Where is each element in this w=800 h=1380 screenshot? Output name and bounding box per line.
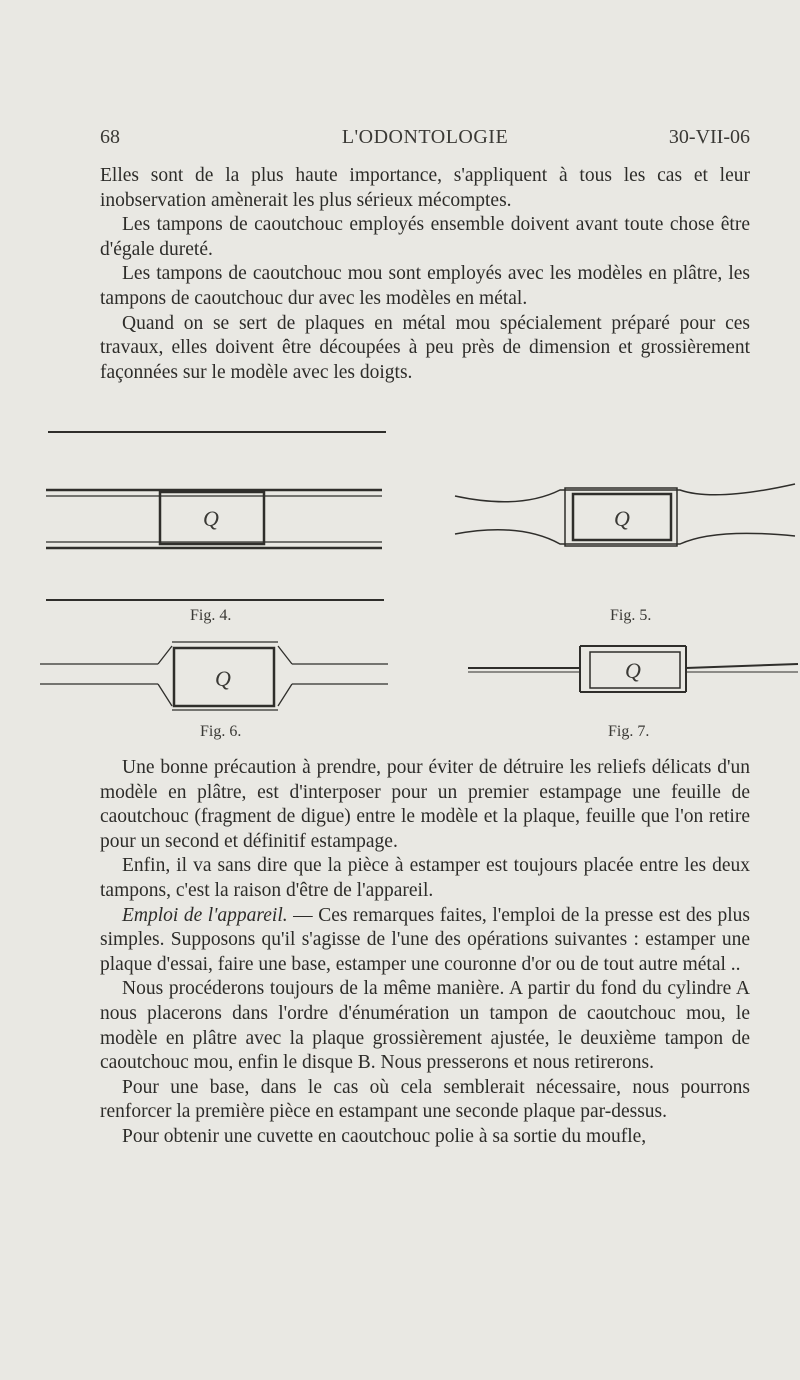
body-text-top [100,164,750,385]
paragraph [100,904,750,978]
paragraph: Nous procéderons toujours de la même manière. A partir du fond du cylindre A nous placerons dans l'ordre d'énumération un tampon de caoutchouc mou, le modèle en plâtre avec la plaque grossièrement ajustée, le deuxième tampon de caoutchouc mou, enfin le disque B. Nous presserons et nous retirerons. [100,978,750,1074]
figure-6-diagram [40,642,388,710]
paragraph: Les tampons de caoutchouc mou sont employés avec les modèles en plâtre, les tampons de caoutchouc dur avec les modèles en métal. [100,263,750,309]
body-text-bottom [100,756,750,1150]
paragraph: Enfin, il va sans dire que la pièce à estamper est toujours placée entre les deux tampons, c'est la raison d'être de l'appareil. [100,855,750,901]
figure-5-caption: Fig. 5. [610,607,652,624]
journal-title: L'ODONTOLOGIE [341,126,509,148]
paragraph-text: — Ces remarques faites, l'emploi de la presse est des plus simples. Supposons qu'il s'agisse de l'une des opérations suivantes : estamper une plaque d'essai, faire une base, estamper une couronne d'or ou de tout autre métal .. [100,904,750,975]
issue-date: 30-VII-06 [668,126,750,148]
figures-area [0,420,800,750]
figure-6-caption: Fig. 6. [200,723,242,740]
paragraph: Une bonne précaution à prendre, pour éviter de détruire les reliefs délicats d'un modèle en plâtre, est d'interposer pour un premier estampage une feuille de caoutchouc (fragment de digue) entre le modèle et la plaque, feuille que l'on retire pour un second et définitif estampage. [100,757,750,852]
paragraph: Pour obtenir une cuvette en caoutchouc polie à sa sortie du moufle, [122,1125,647,1147]
paragraph: Quand on se sert de plaques en métal mou spécialement préparé pour ces travaux, elles doivent être découpées à peu près de dimension et grossièrement façonnées sur le modèle avec les doigts. [100,312,750,383]
figure-4-label: Q [203,506,219,531]
running-header [100,126,750,156]
page-number: 68 [100,126,120,148]
figure-5-label: Q [614,506,630,531]
paragraph: Les tampons de caoutchouc employés ensemble doivent avant toute chose être d'égale dureté. [100,214,750,260]
figures-drawing [0,420,800,750]
paragraph: Elles sont de la plus haute importance, s'appliquent à tous les cas et leur inobservation amènerait les plus sérieux mécomptes. [100,165,750,211]
section-heading-italic: Emploi de l'appareil. [122,904,288,926]
figure-7-caption: Fig. 7. [608,723,650,740]
paragraph: Pour une base, dans le cas où cela semblerait nécessaire, nous pourrons renforcer la première pièce en estampant une seconde plaque par-dessus. [100,1076,750,1123]
figure-7-label: Q [625,658,641,683]
figure-6-label: Q [215,666,231,691]
figure-4-caption: Fig. 4. [190,607,232,624]
